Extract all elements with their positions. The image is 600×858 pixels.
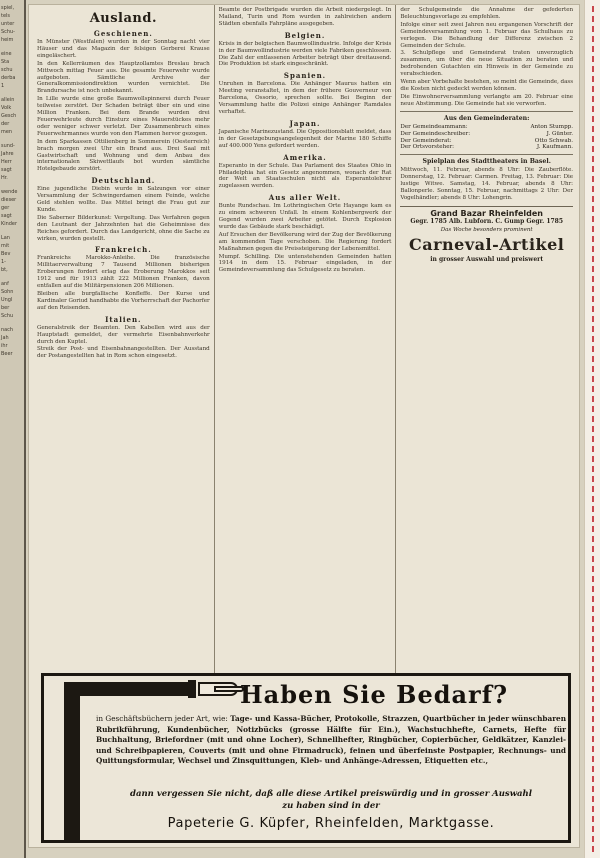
- notice-role: Der Gemeindeschreiber:: [400, 130, 471, 137]
- previous-page-fragment: Gesch: [1, 113, 17, 119]
- ad-tagline-line1: dann vergessen Sie nicht, daß alle diese Artikel preiswürdig und in grosser Auswahl: [130, 789, 532, 799]
- notice-person: J. Kaufmann.: [536, 144, 574, 151]
- notice-person: Otto Schwab.: [534, 137, 574, 144]
- notice-row: [400, 144, 573, 151]
- ad-address: Gegr. 1785 Alb. Lubforn. C. Gump Gegr. 1785: [410, 217, 564, 225]
- newspaper-page: [28, 4, 580, 848]
- notices-heading: Aus den Gemeinderaten:: [443, 114, 530, 122]
- notice-person: J. Günter.: [546, 130, 574, 137]
- article-paragraph: In Münster (Westfalen) wurden in der Sonntag nacht vier Häuser und das Magazin der felsigen Gerberei Krause eingeläschert.: [37, 39, 210, 59]
- column-right: [396, 5, 577, 673]
- news-columns: [33, 5, 577, 673]
- section-heading: Aus aller Welt.: [268, 193, 342, 203]
- previous-page-fragment: wende: [1, 189, 18, 195]
- notice-role: Der Gemeindeammann:: [400, 123, 468, 130]
- article-paragraph: In Lille wurde eine große Baumwollspinnerei durch Feuer teilweise zerstört. Der Schaden beträgt über ein und eine Million Franken. Bei dem Brande wurden drei Feuerwehrleute durch Einsturz eines Mauerstückes mehr oder weniger schwer verletzt. Der Zusammenbruch eines Feuerwehrmannes wurde von den Flammen hervor gezogen.: [37, 96, 210, 137]
- ad-shop-name: Papeterie G. Küpfer, Rheinfelden, Marktgasse.: [167, 816, 495, 831]
- previous-page-fragment: heim: [1, 37, 14, 43]
- previous-page-fragment: schu: [1, 67, 13, 73]
- section-heading: Amerika.: [283, 152, 327, 162]
- column-ausland: [33, 5, 215, 673]
- ad-carneval-headline: Carneval-Artikel: [408, 234, 565, 254]
- previous-page-fragment: allein: [1, 97, 15, 103]
- previous-page-fragment: unter: [1, 21, 15, 27]
- ad-selection: in grosser Auswahl und preiswert: [430, 255, 544, 263]
- previous-page-fragment: ber: [1, 305, 10, 311]
- section-heading: Italien.: [105, 314, 142, 324]
- article-paragraph: In den Kellerräumen des Hauptzollamtes Breslau brach Mittwoch mittag Feuer aus. Die gesamte Feuerwehr wurde aufgeboten. Sämtliche Archive der Generalkommissiondirektion wurden vernichtet. Die Brandursache ist noch unbekannt.: [37, 60, 210, 95]
- notice-row: [400, 124, 573, 131]
- next-page-edge: [584, 0, 600, 858]
- previous-page-fragment: nach: [1, 327, 14, 333]
- previous-page-fragment: bt,: [1, 267, 8, 273]
- previous-page-fragment: dieser: [1, 197, 17, 203]
- page-cut-line: [592, 6, 594, 852]
- previous-page-fragment: derba: [1, 75, 16, 81]
- previous-page-fragment: Sta: [1, 59, 10, 65]
- previous-page-fragment: Herr: [1, 159, 12, 165]
- notice-person: Anton Stumpp.: [530, 123, 574, 130]
- previous-page-strip: [0, 0, 26, 858]
- previous-page-fragment: Lan: [1, 235, 10, 241]
- ad-note: Das Woche besonders prominent: [440, 226, 533, 233]
- previous-page-fragment: anf: [1, 281, 9, 287]
- previous-page-fragment: Schu: [1, 313, 14, 319]
- article-paragraph: Infolge einer seit zwei Jahren neu ergangenen Vorschrift der Gemeindeversammlung vom 1. Februar das Schulhaus zu verlegen. Die Behandlung der Differenz zwischen 2 Gemeinden der Schule.: [400, 21, 574, 49]
- article-paragraph: Japanische Marinezustand. Die Oppositionsblatt meldet, dass in der Gesetzgebungsangelegenheit der Marine 180 Schiffe auf 400.000 Yens gefordert werden.: [218, 128, 392, 149]
- carneval-advertisement: [400, 206, 573, 263]
- section-heading: Japan.: [289, 118, 321, 128]
- notice-row: [400, 138, 573, 145]
- ad-tagline-line2: zu haben sind in der: [282, 801, 380, 811]
- previous-page-fragment: sund-: [1, 143, 15, 149]
- ad-headline: Haben Sie Bedarf?: [240, 680, 509, 709]
- article-paragraph: Bunte Rundschau. Im Lothringischen Orte Hayange kam es zu einem schweren Unfall. In einem Kohlenbergwerk der Gegend wurden zwei Arbeiter getötet. Durch Explosion wurde das Gebäude stark beschädigt.: [218, 203, 392, 230]
- previous-page-fragment: tels: [1, 13, 10, 19]
- article-paragraph: Die Einwohnerversammlung verlangte am 20. Februar eine neue Abstimmung. Die Gemeinde hat sie verworfen.: [400, 93, 574, 107]
- previous-page-fragment: ihr: [1, 343, 8, 349]
- previous-page-fragment: Jahre: [1, 151, 14, 157]
- previous-page-fragment: men: [1, 129, 13, 135]
- previous-page-fragment: Beer: [1, 351, 13, 357]
- article-paragraph: Beamte der Postbrigade wurden die Arbeit niedergelegt. In Mailand, Turin und Rom wurden in zahlreichen andern Städten ebenfalls Fahrpläne ausgegeben.: [218, 7, 392, 27]
- divider: [400, 154, 573, 155]
- ad-bazaar-name: Grand Bazar Rheinfelden: [430, 208, 543, 218]
- article-paragraph: Frankreichs Marokko-Anleihe. Die französische Millitaerverwaltung 7 Tausend Millionen bisherigen Eroberungen fordert erlag das Eroberung Marokkos seit 1912 und für 1913 zählt 222 Millionen Franken, davon entfallen auf die Militärpensionen 206 Millionen.: [37, 255, 210, 290]
- previous-page-text: [0, 0, 24, 362]
- article-paragraph: In dem Sparkassen Ottilienberg in Sommerein (Oesterreich) brach morgen zwei Uhr ein Brand aus. Drei Saal mit Gastwirtschaft und Wohnung und dem Anbau des internationalen Skiwettlaufs bot wurden sämtliche Hotelgebaude zerstört.: [37, 138, 210, 173]
- notices-list: [400, 124, 573, 152]
- theatre-heading: Spielplan des Stadttheaters in Basel.: [422, 158, 551, 166]
- article-paragraph: Esperanto in der Schule. Das Parlament des Staates Ohio in Philadelphia hat ein Gesetz angenommen, wonach der Rat der Welt an Staatsschulen nicht als Esperantolehrer zugelassen werden.: [218, 162, 392, 190]
- article-paragraph: Auf Ersuchen der Bevölkerung wird der Zug der Bevölkerung am kommenden Tage verschoben. Die Regierung fordert Maßnahmen gegen die Preissteigerung der Lebensmittel.: [218, 231, 392, 252]
- article-paragraph: der Schulgemeinde die Annahme der gefederten Beleuchtungsvorlage zu empfehlen.: [400, 7, 574, 20]
- article-paragraph: Unruhen in Barcelona. Die Anhänger Maurus hatten ein Meeting veranstaltet, in dem der frühere Gouverneur von Barcelona, Ossorio, sprechen sollte. Bei Beginn der Versammlung hatte die Polizei einige Anhänger Ramdales verhaftet.: [218, 81, 392, 115]
- previous-page-fragment: der: [1, 121, 10, 127]
- article-paragraph: Mumpf. Schilling. Die untenstehenden Gemeinden hatten 1914 in dem 15. Februar eingeladen, in der Gemeindeversammlung das Schulgesetz zu beraten.: [218, 253, 392, 274]
- article-paragraph: 3. Schulpflege und Gemeinderat traten unverzuglich zusammen, um über die neue Situation zu beraten und bedrohenden Gutachten ein Hinweis in der Gemeinde zu verabschieden.: [400, 50, 574, 78]
- previous-page-fragment: sagt: [1, 213, 12, 219]
- previous-page-fragment: Schu-: [1, 29, 15, 35]
- advertisement-papeterie: [41, 673, 571, 843]
- previous-page-fragment: eine: [1, 51, 12, 57]
- ad-body-intro: in Geschäftsbüchern jeder Art, wie:: [96, 714, 228, 723]
- previous-page-fragment: Hr.: [1, 175, 8, 181]
- section-title-ausland: Ausland.: [89, 11, 157, 26]
- column-middle: [215, 5, 397, 673]
- previous-page-fragment: 1: [1, 83, 5, 89]
- article-paragraph: Wenn aber Vorbehalte bestehen, so meint die Gemeinde, dass die Kosten nicht gedeckt werden können.: [400, 79, 574, 92]
- previous-page-fragment: sagt: [1, 167, 12, 173]
- section-heading: Spanien.: [283, 71, 327, 81]
- section-heading: Belgien.: [284, 30, 326, 40]
- section-heading: Deutschland.: [91, 176, 156, 186]
- article-paragraph: Bleiben alle burgfallische Konfleffe. Der Kurse und Kardinaler Goriud handhabte die Vorherrschaft der Pachorfer auf den Reisenden.: [37, 291, 210, 311]
- previous-page-fragment: Kinder: [1, 221, 17, 227]
- previous-page-fragment: Volk: [1, 105, 12, 111]
- article-paragraph: Die Saberner Bilderkunst: Vergeltung. Das Verfahren gegen den Leutnant der Jahrzehnten hat die Geheimnisse des Reiches gefordert. Durch das Landgericht, ohne die Sache zu wirken, wurden gestellt.: [37, 214, 210, 242]
- previous-page-fragment: Jah: [1, 335, 9, 341]
- previous-page-fragment: spiel,: [1, 5, 15, 11]
- ad-body-items: Tage- und Kassa-Bücher, Protokolle, Strazzen, Quartbücher in jeder wünschbaren Rubrikführung, Kundenbücher, Notizbücks (grosse Hälfte für Ein.), Wachstuchhefte, Carnets, Hefte für Buchhaltung, Briefordner (mit und ohne Locher), Schnellhefter, Ringbücher, Copierbücher, Geldkätzer, Kanzlei- und Schreibpapieren, Couverts (mit und ohne Firmadruck), feinen und überfeinste Postpapier, Rechnungs- und Quittungsformular, Wechsel und Zinsquittungen, Kleb- und Anhänge-Adressen, Etiquetten etc.,: [96, 714, 567, 765]
- previous-page-fragment: 1-: [1, 259, 6, 265]
- previous-page-fragment: Sohn: [1, 289, 14, 295]
- section-heading: Geschienen.: [93, 29, 153, 38]
- ad-body: [96, 714, 566, 767]
- ad-tagline: [96, 788, 566, 812]
- previous-page-fragment: Bev: [1, 251, 11, 257]
- previous-page-fragment: Ungl: [1, 297, 13, 303]
- notice-row: [400, 131, 573, 138]
- article-paragraph: Eine jugendliche Diebin wurde in Salzungen vor einer Versammlung der Schwingerdamen einem Feinde, welche Geld stehlen wollte. Das Mittel bringt die Frau gut zur Kunde.: [37, 186, 210, 213]
- previous-page-fragment: ger: [1, 205, 10, 211]
- notice-role: Der Gemeinderat:: [400, 137, 452, 144]
- article-paragraph: Streik der Post- und Eisenbahnangestellten. Der Ausstand der Postangestellten hat in Rom schon eingesetzt.: [37, 346, 210, 360]
- article-paragraph: Krisis in der belgischen Baumwollindustrie. Infolge der Krisis in der Baumwollindustrie werden viele Fabriken geschlossen. Die Zahl der entlassenen Arbeiter beträgt über dreitausend. Die Produktion ist stark eingeschränkt.: [218, 40, 392, 68]
- previous-page-fragment: mit: [1, 243, 10, 249]
- article-paragraph: Generalstreik der Beamten. Den Kabellen wird aus der Hauptstadt gemeldet, der vermehrte Eisenbahnverkehr durch den Kuptel.: [37, 324, 210, 345]
- section-heading: Frankreich.: [95, 245, 152, 255]
- notice-role: Der Ortsvorsteher:: [400, 144, 455, 151]
- divider: [400, 111, 573, 112]
- theatre-program: Mittwoch, 11. Februar, abends 8 Uhr: Die Zauberflöte. Donnerstag, 12. Februar: Carmen. Freitag, 13. Februar: Die lustige Witwe. Samstag, 14. Februar, abends 8 Uhr: Ballonperle. Sonntag, 15. Februar, nachmittags 2 Uhr: Der Vogelhändler; abends 8 Uhr: Lohengrin.: [400, 167, 574, 201]
